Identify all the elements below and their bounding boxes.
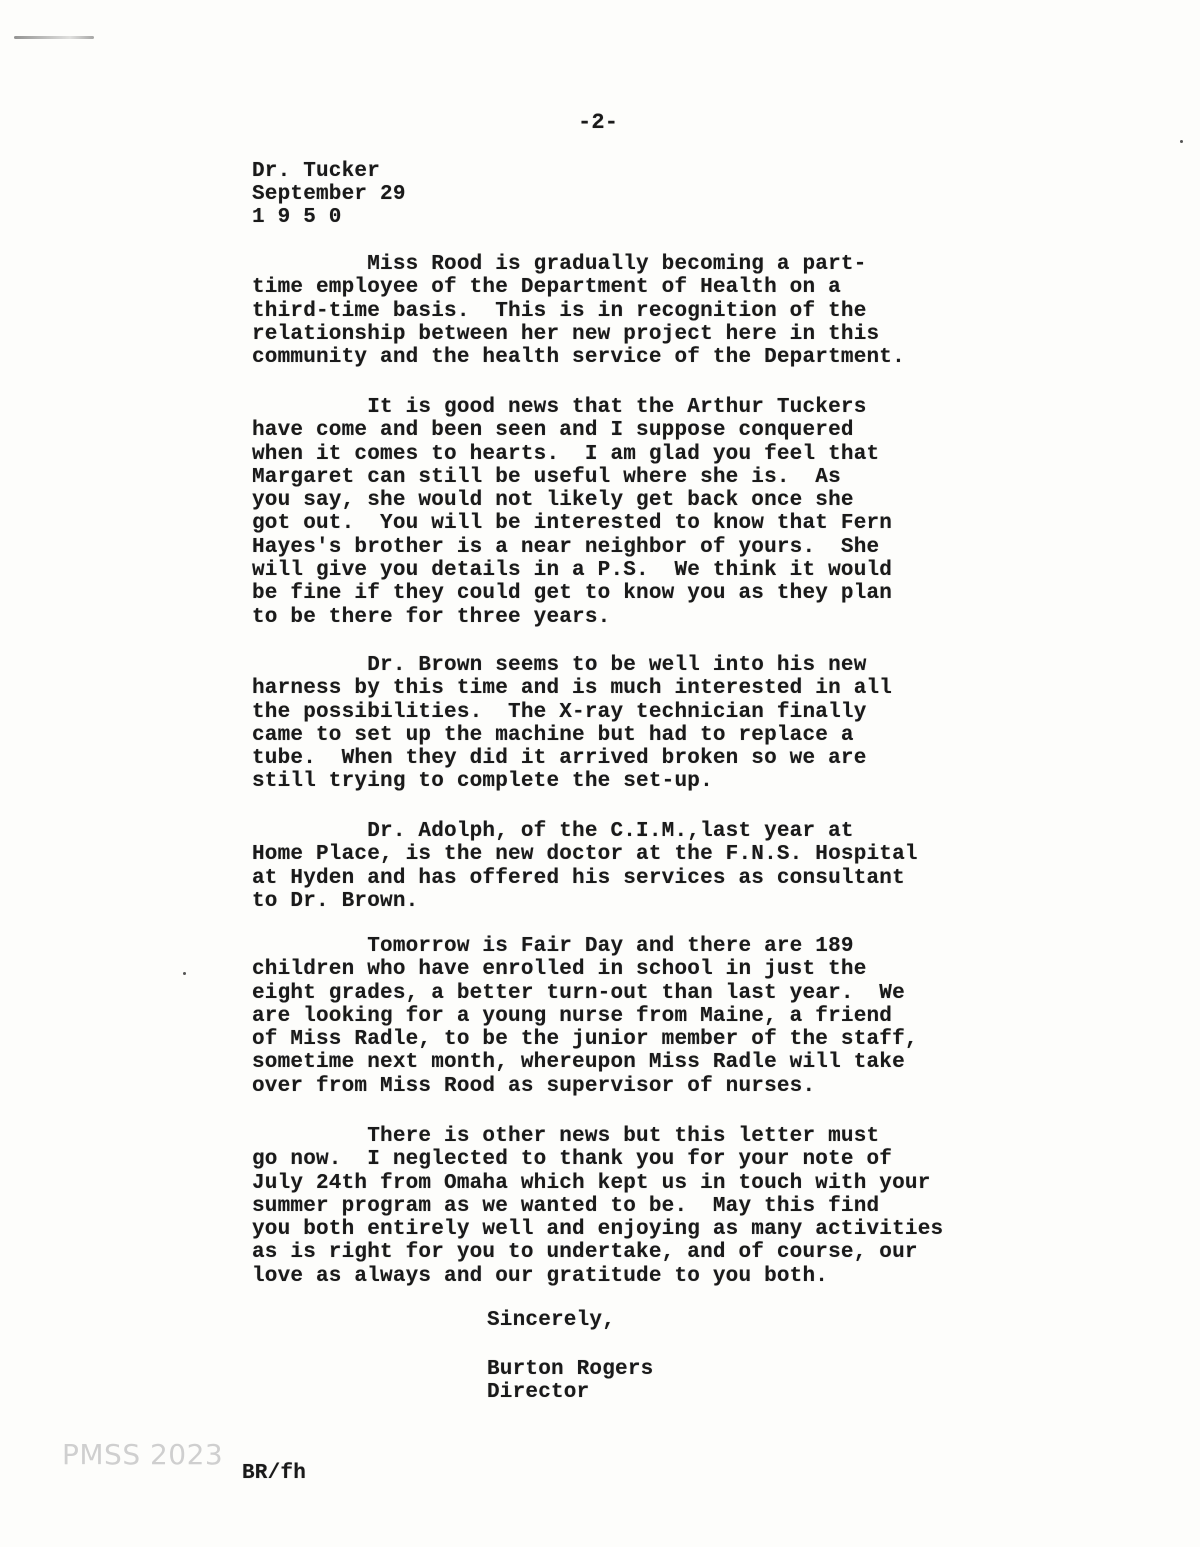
text-line: to be there for three years. xyxy=(252,605,611,629)
page-number: -2- xyxy=(578,110,619,135)
text-line: Dr. Adolph, of the C.I.M.,last year at xyxy=(252,820,854,843)
text-line: harness by this time and is much interested in all xyxy=(252,677,893,701)
text-line: Hayes's brother is a near neighbor of yours. She xyxy=(252,535,880,559)
text-line: community and the health service of the Department. xyxy=(252,346,905,370)
date-line: September 29 xyxy=(252,183,406,206)
text-line: the possibilities. The X-ray technician finally xyxy=(252,700,867,724)
scan-speck xyxy=(1180,140,1183,143)
text-line: Tomorrow is Fair Day and there are 189 xyxy=(252,935,854,958)
text-line: go now. I neglected to thank you for your note of xyxy=(252,1148,893,1172)
text-line: you say, she would not likely get back once she xyxy=(252,489,854,513)
text-line: are looking for a young nurse from Maine, a friend xyxy=(252,1004,893,1028)
paragraph-4 xyxy=(252,820,1012,913)
paragraph-6 xyxy=(252,1125,1012,1288)
closing: Sincerely, xyxy=(487,1309,616,1332)
paragraph-5 xyxy=(252,935,1012,1098)
text-line: be fine if they could get to know you as they plan xyxy=(252,582,893,606)
text-line: children who have enrolled in school in just the xyxy=(252,958,867,982)
signer-name: Burton Rogers xyxy=(487,1358,654,1381)
paragraph-2 xyxy=(252,396,1012,629)
text-line: Miss Rood is gradually becoming a part- xyxy=(252,253,867,276)
text-line: when it comes to hearts. I am glad you feel that xyxy=(252,442,880,466)
text-line: at Hyden and has offered his services as consultant xyxy=(252,866,905,890)
text-line: you both entirely well and enjoying as many activities xyxy=(252,1218,944,1242)
text-line: eight grades, a better turn-out than last year. We xyxy=(252,981,905,1005)
paragraph-3 xyxy=(252,654,1012,794)
text-line: will give you details in a P.S. We think it would xyxy=(252,559,893,583)
text-line: There is other news but this letter must xyxy=(252,1125,880,1148)
text-line: over from Miss Rood as supervisor of nurses. xyxy=(252,1074,816,1098)
text-line: tube. When they did it arrived broken so we are xyxy=(252,747,867,771)
paragraph-1 xyxy=(252,253,1012,369)
text-line: of Miss Radle, to be the junior member of the staff, xyxy=(252,1028,918,1052)
text-line: relationship between her new project here in this xyxy=(252,322,880,346)
recipient-line: Dr. Tucker xyxy=(252,160,381,183)
text-line: July 24th from Omaha which kept us in touch with your xyxy=(252,1171,931,1195)
text-line: It is good news that the Arthur Tuckers xyxy=(252,396,867,419)
text-line: as is right for you to undertake, and of course, our xyxy=(252,1241,918,1265)
text-line: sometime next month, whereupon Miss Radle will take xyxy=(252,1051,905,1075)
typist-initials: BR/fh xyxy=(242,1462,307,1485)
text-line: time employee of the Department of Health on a xyxy=(252,276,841,300)
text-line: to Dr. Brown. xyxy=(252,889,419,913)
scan-edge-mark xyxy=(14,36,94,39)
signature-block xyxy=(487,1358,653,1404)
year-line: 1 9 5 0 xyxy=(252,206,342,229)
signer-title: Director xyxy=(487,1381,590,1404)
text-line: Dr. Brown seems to be well into his new xyxy=(252,654,867,677)
text-line: have come and been seen and I suppose conquered xyxy=(252,419,854,443)
text-line: got out. You will be interested to know that Fern xyxy=(252,512,893,536)
text-line: Home Place, is the new doctor at the F.N.S. Hospital xyxy=(252,843,918,867)
text-line: came to set up the machine but had to replace a xyxy=(252,723,854,747)
text-line: love as always and our gratitude to you both. xyxy=(252,1264,829,1288)
archive-watermark: PMSS 2023 xyxy=(62,1438,224,1471)
text-line: summer program as we wanted to be. May this find xyxy=(252,1194,880,1218)
text-line: Margaret can still be useful where she is. As xyxy=(252,465,841,489)
letter-header xyxy=(252,160,406,229)
text-line: third-time basis. This is in recognition of the xyxy=(252,299,867,323)
scan-speck xyxy=(183,972,186,975)
text-line: still trying to complete the set-up. xyxy=(252,770,713,794)
